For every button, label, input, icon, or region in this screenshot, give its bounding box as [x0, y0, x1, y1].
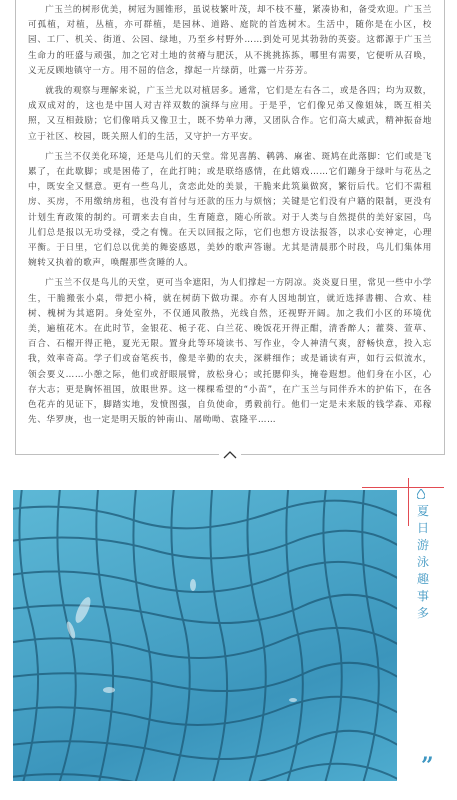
article-paragraph-3: 广玉兰不仅美化环境，还是鸟儿们的天堂。常见喜鹊、鹌鹑、麻雀、斑鸠在此落脚：它们或是飞累了，在此歇脚；或是困倦了，在此打盹；或是联络感情，在此嬉戏……它们蹦身于绿叶与花丛之中，既安全又惬意。更有一些鸟儿，贪恋此处的美景，干脆来此筑巢做窝，繁衍后代。它们不需租房、买房，不用缴纳房租，也没有首付与还款的压力与烦恼；关键是它们没有户籍的限制，更没有计划生育政策的制约。可谓来去自由，生育随意，随心所欲。对于人类与自然提供的美好家园，鸟儿们总是报以无功受禄，受之有愧。在天以回报之际，它们也想方设法报答，以求心安神定，心理平衡。于日里，它们总以优美的舞姿感恩，美妙的歌声答谢。尤其是清晨那个时段，鸟儿们集体用婉转又执着的歌声，唤醒那些贪睡的人。 [28, 151, 432, 269]
water-drop-icon [417, 489, 425, 499]
chevron-up-icon [223, 449, 237, 459]
article-paragraph-1: 广玉兰的树形优美，树冠为圆锥形，虽说枝繁叶茂，却不枝不蔓，紧凑协和，备受欢迎。广玉兰可孤植，对植，丛植，亦可群植，是园林、道路、庭院的首选树木。生活中，随你是在小区，校园、工厂、机关、街道、公园、绿地，乃至乡村野外……到处可见其勃勃的英姿。这都源于广玉兰生命力的旺盛与顽强，加之它对土地的贫瘠与肥沃，从不挑挑拣拣，哪里有需要，它便听从召唤，义无反顾地镇守一方。用不屈的信念，撑起一片绿荫，吐露一片芬芳。 [28, 5, 432, 76]
article-paragraph-4: 广玉兰不仅是鸟儿的天堂，更可当伞遮阳，为人们撑起一方阴凉。炎炎夏日里，常见一些中小学生，干脆搬张小桌，带把小椅，就在树荫下做功课。亦有人因地制宜，就近选择書棚、合欢、桂树、槐树为其遮阴。身处室外，不仅通风散热，光线自然，还视野开阔。加之我们小区的环境优美，遍植花木。在此时节，金银花、栀子花、白兰花、晚饭花开得正酣，清香醉人；藿葵、萱草、百合、石榴开得正艳，夏光无限。置身此等环境读书、写作业，令人神清气爽，舒畅快意，投入忘我，效率奇高。学子们或奋笔疾书，像是辛勤的农夫，深耕细作；或是诵读有声，如行云似流水，领会要义……小憩之际，他们或舒眼展臂，放松身心；或托腮仰头，掩卷遐想。他们身在小区，心存大志；更是胸怀祖国，放眼世界。这一棵棵希望的“小苗”，在广玉兰与同伴乔木的护佑下，在各色花卉的见证下，脚踏实地，发愤图强，自负使命，勇毅前行。他们一定是未来版的钱学森、邓稼先、华罗庚，也一定是明天版的钟南山、屠呦呦、袁隆平…… [28, 278, 432, 426]
side-title-char: 夏 [416, 504, 429, 518]
side-title-char: 日 [416, 521, 429, 535]
side-title-char: 多 [416, 606, 429, 620]
decorative-line-vertical [408, 478, 409, 526]
quote-mark-icon: ” [421, 753, 434, 779]
article-paragraph-2: 就我的观察与理解来说，广玉兰尤以对植居多。通常，它们是左右各二，或是各四；均为双数，成双成对的，这也是中国人对吉祥双数的演绎与应用。于是乎，它们像兄弟又像姐妹，既互相关照，又互相鼓励；它们像哨兵又像卫士，既不势单力薄，又团队合作。它们高大威武，精神振奋地立于社区、校园，既关照人们的生活，又守护一方平安。 [28, 86, 432, 142]
swimming-pool-tiles-image [13, 490, 397, 781]
side-title-char: 趣 [416, 572, 429, 586]
collapse-button[interactable] [219, 443, 241, 465]
decorative-line-horizontal [362, 487, 444, 488]
side-title-char: 事 [416, 589, 429, 603]
side-title-char: 游 [416, 538, 429, 552]
side-title-vertical [415, 503, 431, 622]
side-title-char: 泳 [416, 555, 429, 569]
article-text-box [15, 0, 445, 455]
